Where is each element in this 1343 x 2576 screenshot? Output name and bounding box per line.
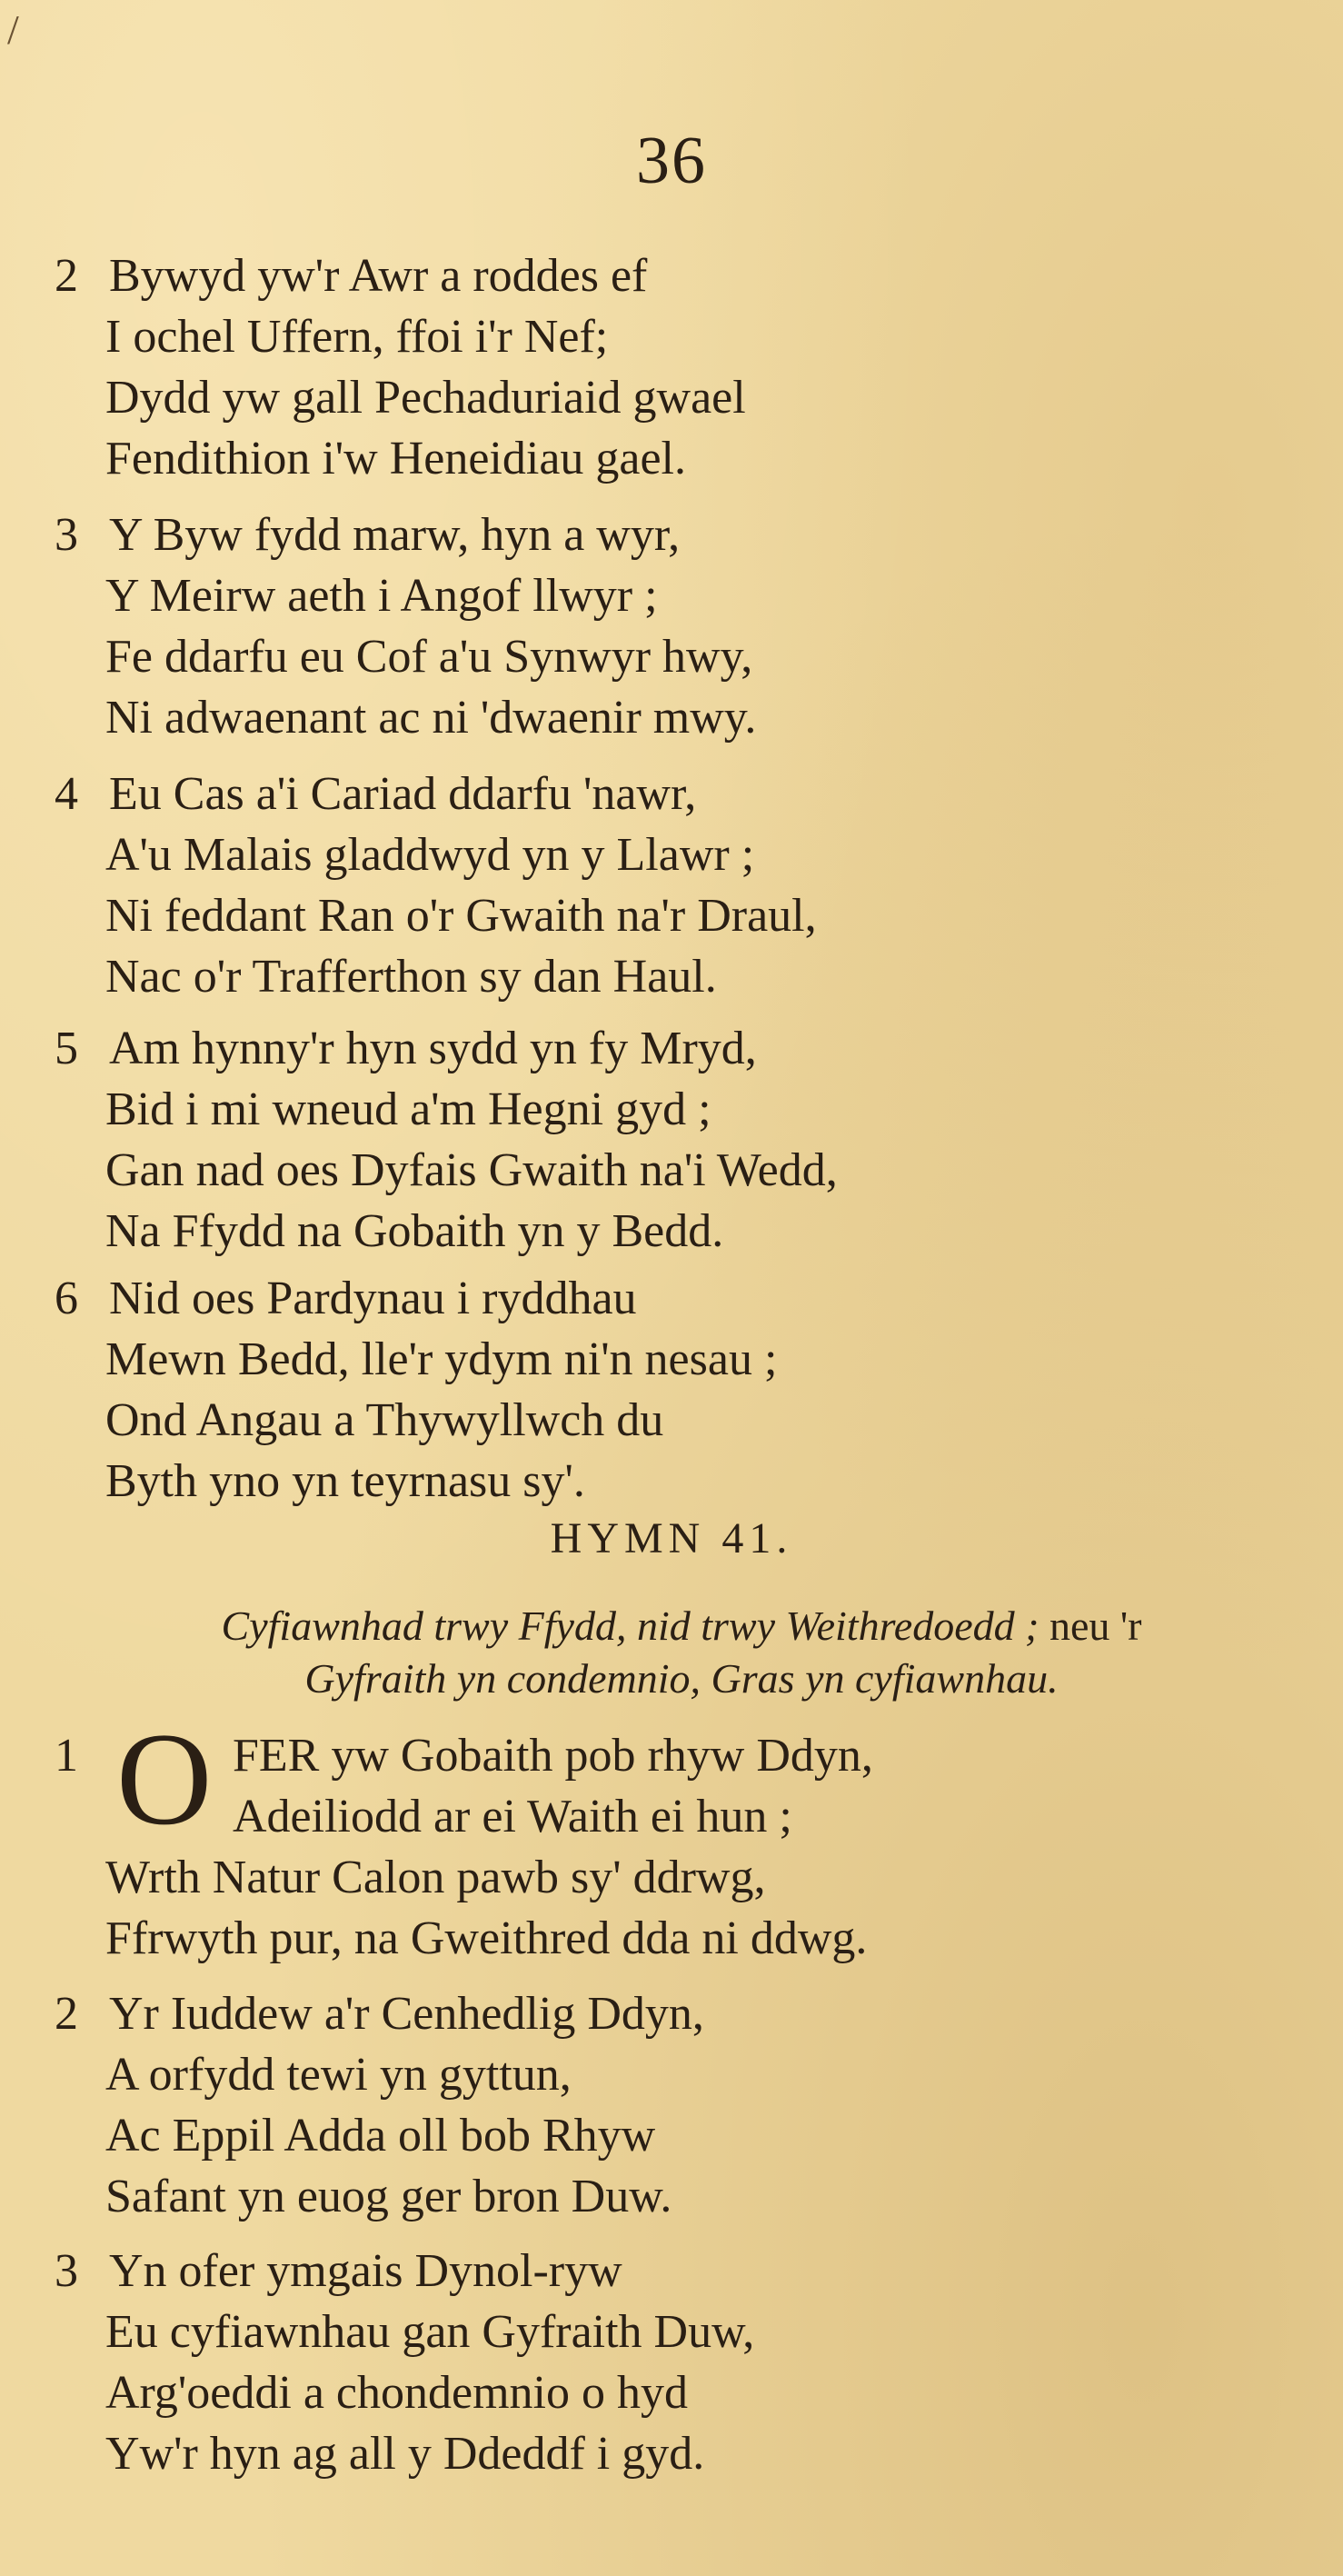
verse-line: Ni feddant Ran o'r Gwaith na'r Draul,: [105, 890, 817, 942]
verse-line: Ni adwaenant ac ni 'dwaenir mwy.: [105, 692, 757, 744]
hymn-41-verse-1: [55, 1705, 1290, 1969]
verse-line: Ond Angau a Thywyllwch du: [105, 1394, 664, 1446]
verse-6: [55, 1268, 1290, 1512]
verse-line: Dydd yw gall Pechaduriaid gwael: [105, 372, 746, 424]
verse-line: Wrth Natur Calon pawb sy' ddrwg,: [105, 1852, 766, 1903]
verse-line: Byth yno yn teyrnasu sy'.: [105, 1455, 585, 1507]
verse-number: 5: [55, 1023, 78, 1074]
verse-line: Fendithion i'w Heneidiau gael.: [105, 433, 687, 484]
verse-5: [55, 1018, 1290, 1262]
verse-line: Bid i mi wneud a'm Hegni gyd ;: [105, 1083, 711, 1135]
verse-4: [55, 764, 1290, 1007]
hymn-subtitle-line-1: [55, 1600, 1308, 1652]
verse-number: 1: [55, 1730, 78, 1782]
subtitle-italic: Cyfiawnhad trwy Ffydd, nid trwy Weithredoedd ;: [221, 1603, 1040, 1649]
verse-number: 6: [55, 1273, 78, 1324]
verse-line: A orfydd tewi yn gyttun,: [105, 2049, 572, 2101]
verse-line: Gan nad oes Dyfais Gwaith na'i Wedd,: [105, 1144, 838, 1196]
verse-line: Y Meirw aeth i Angof llwyr ;: [105, 570, 658, 622]
verse-line: Nac o'r Trafferthon sy dan Haul.: [105, 951, 717, 1003]
verse-line: Safant yn euog ger bron Duw.: [105, 2171, 672, 2222]
verse-number: 2: [55, 250, 78, 302]
verse-line: Mewn Bedd, lle'r ydym ni'n nesau ;: [105, 1333, 778, 1385]
verse-line: Eu cyfiawnhau gan Gyfraith Duw,: [105, 2306, 755, 2358]
verse-line: Yw'r hyn ag all y Ddeddf i gyd.: [105, 2428, 705, 2480]
verse-line: Yn ofer ymgais Dynol-ryw: [109, 2245, 622, 2297]
verse-line: Eu Cas a'i Cariad ddarfu 'nawr,: [109, 768, 697, 820]
hymn-41-verse-3: [55, 2241, 1290, 2484]
hymn-subtitle-line-2: Gyfraith yn condemnio, Gras yn cyfiawnhau.: [304, 1655, 1059, 1702]
drop-cap-letter: O: [116, 1705, 213, 1852]
verse-line: Fe ddarfu eu Cof a'u Synwyr hwy,: [105, 631, 753, 683]
hymn-title: HYMN 41.: [550, 1514, 793, 1563]
verse-line: Nid oes Pardynau i ryddhau: [109, 1273, 637, 1324]
subtitle-plain: neu 'r: [1039, 1603, 1142, 1649]
verse-line: Bywyd yw'r Awr a roddes ef: [109, 250, 648, 302]
verse-line: Ac Eppil Adda oll bob Rhyw: [105, 2110, 656, 2162]
verse-line: FER yw Gobaith pob rhyw Ddyn,: [233, 1730, 873, 1782]
verse-line: A'u Malais gladdwyd yn y Llawr ;: [105, 829, 755, 881]
verse-line: Ffrwyth pur, na Gweithred dda ni ddwg.: [105, 1912, 868, 1964]
corner-pencil-mark: /: [7, 6, 19, 53]
hymn-41-verse-2: [55, 1983, 1290, 2227]
verse-line: Arg'oeddi a chondemnio o hyd: [105, 2367, 688, 2419]
verse-line: Na Ffydd na Gobaith yn y Bedd.: [105, 1205, 724, 1257]
verse-line: Adeiliodd ar ei Waith ei hun ;: [233, 1791, 792, 1842]
verse-number: 2: [55, 1988, 78, 2040]
verse-number: 3: [55, 2245, 78, 2297]
verse-number: 4: [55, 768, 78, 820]
verse-line: Yr Iuddew a'r Cenhedlig Ddyn,: [109, 1988, 704, 2040]
verse-2: [55, 245, 1290, 489]
page-number: 36: [636, 124, 707, 198]
verse-line: Am hynny'r hyn sydd yn fy Mryd,: [109, 1023, 757, 1074]
verse-line: Y Byw fydd marw, hyn a wyr,: [109, 509, 681, 561]
verse-line: I ochel Uffern, ffoi i'r Nef;: [105, 311, 609, 363]
verse-3: [55, 504, 1290, 748]
verse-number: 3: [55, 509, 78, 561]
